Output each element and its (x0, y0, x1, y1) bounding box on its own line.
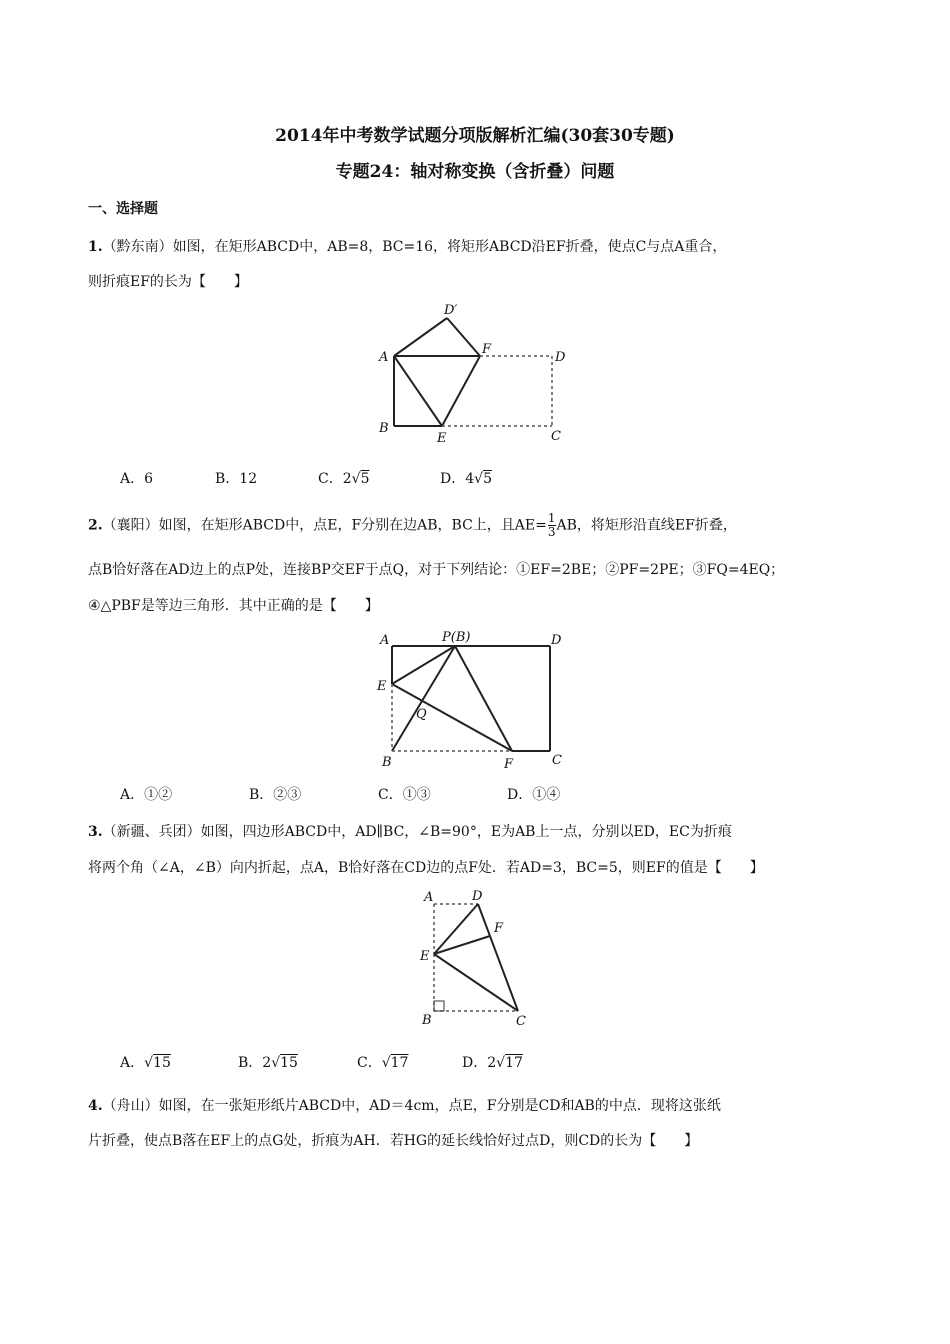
q3-option-d: D．2√17 (462, 1055, 523, 1071)
fig2-label-b: B (382, 755, 392, 770)
question-1 (88, 237, 726, 257)
question-number: 1. (88, 239, 103, 255)
fig1-label-a: A (379, 350, 389, 365)
q2-option-a: A．①② (120, 787, 173, 803)
fig1-edge-ae (394, 356, 442, 426)
q3-option-b: B．2√15 (238, 1055, 298, 1071)
fig3-label-d: D (472, 889, 483, 904)
q3-option-c: C．√17 (357, 1055, 409, 1071)
page-subtitle: 专题24：轴对称变换（含折叠）问题 (335, 162, 615, 182)
question-text: （黔东南）如图，在矩形ABCD中，AB=8，BC=16，将矩形ABCD沿EF折叠，使点C与点A重合， (102, 239, 727, 255)
question-1-line-2: 则折痕EF的长为【 】 (88, 274, 248, 290)
fig2-edge-ep (392, 646, 455, 684)
figure-1 (374, 300, 584, 450)
question-4: 4.（舟山）如图，在一张矩形纸片ABCD中，AD＝4cm，点E，F分别是CD和AB的中点．现将这张纸 (88, 1098, 721, 1114)
q3-option-a: A．√15 (120, 1055, 171, 1071)
q1-option-d: D．4√5 (440, 471, 492, 487)
question-2-line-2: 点B恰好落在AD边上的点P处，连接BP交EF于点Q，对于下列结论：①EF=2BE；②PF=2PE；③FQ=4EQ； (88, 562, 785, 578)
fig3-right-angle-mark (434, 1001, 444, 1011)
fig1-label-d-prime: D′ (444, 303, 458, 318)
fig2-edge-bp (392, 646, 455, 751)
fig2-label-q: Q (416, 707, 427, 722)
fig3-label-c: C (516, 1014, 526, 1029)
q1-option-a: A．6 (120, 471, 154, 487)
question-number: 4. (88, 1098, 103, 1114)
fraction-one-third: $\frac{1}{3}$ (547, 511, 556, 539)
question-4-line-2: 片折叠，使点B落在EF上的点G处，折痕为AH．若HG的延长线恰好过点D，则CD的长为【 】 (88, 1133, 699, 1149)
question-2-line-3: ④△PBF是等边三角形．其中正确的是【 】 (88, 598, 379, 614)
fig1-label-d: D (555, 350, 566, 365)
q1-option-b: B．12 (215, 471, 258, 487)
q1-option-c: C．2√5 (318, 471, 370, 487)
figure-3 (412, 884, 542, 1029)
question-3: 3.（新疆、兵团）如图，四边形ABCD中，AD∥BC，∠B=90°，E为AB上一点，分别以ED，EC为折痕 (88, 824, 732, 840)
fig2-label-c: C (552, 753, 562, 768)
fig1-label-f: F (482, 342, 492, 357)
question-number: 3. (88, 824, 103, 840)
fig3-label-e: E (420, 949, 430, 964)
fig2-label-e: E (377, 679, 387, 694)
fig2-label-a: A (380, 633, 390, 648)
q2-option-d: D．①④ (507, 787, 561, 803)
fig1-label-b: B (379, 421, 389, 436)
fig1-edge-fe (442, 356, 480, 426)
fig2-label-pb: P(B) (442, 630, 471, 645)
question-number: 2. (88, 517, 103, 534)
question-2: 2.（襄阳）如图，在矩形ABCD中，点E，F分别在边AB，BC上，且AE= $\frac{1}{3}$ AB，将矩形沿直线EF折叠， (88, 511, 737, 539)
fig3-label-b: B (422, 1013, 432, 1028)
fig2-label-f: F (504, 757, 514, 772)
fig2-label-d: D (551, 633, 562, 648)
fig1-edge-d1f (447, 318, 480, 356)
fig3-edge-ec (434, 954, 518, 1011)
fig3-label-f: F (494, 921, 504, 936)
q2-option-b: B．②③ (249, 787, 302, 803)
figure-2 (372, 626, 582, 774)
question-3-line-2: 将两个角（∠A，∠B）向内折起，点A，B恰好落在CD边的点F处．若AD=3，BC=5，则EF的值是【 】 (88, 860, 764, 876)
page-title: 2014年中考数学试题分项版解析汇编(30套30专题) (275, 126, 675, 146)
fig3-label-a: A (424, 890, 434, 905)
fig1-edge-ad1 (394, 318, 447, 356)
fig1-label-c: C (551, 429, 561, 444)
q2-option-c: C．①③ (378, 787, 431, 803)
section-heading: 一、选择题 (88, 201, 158, 217)
fig1-label-e: E (437, 431, 447, 446)
